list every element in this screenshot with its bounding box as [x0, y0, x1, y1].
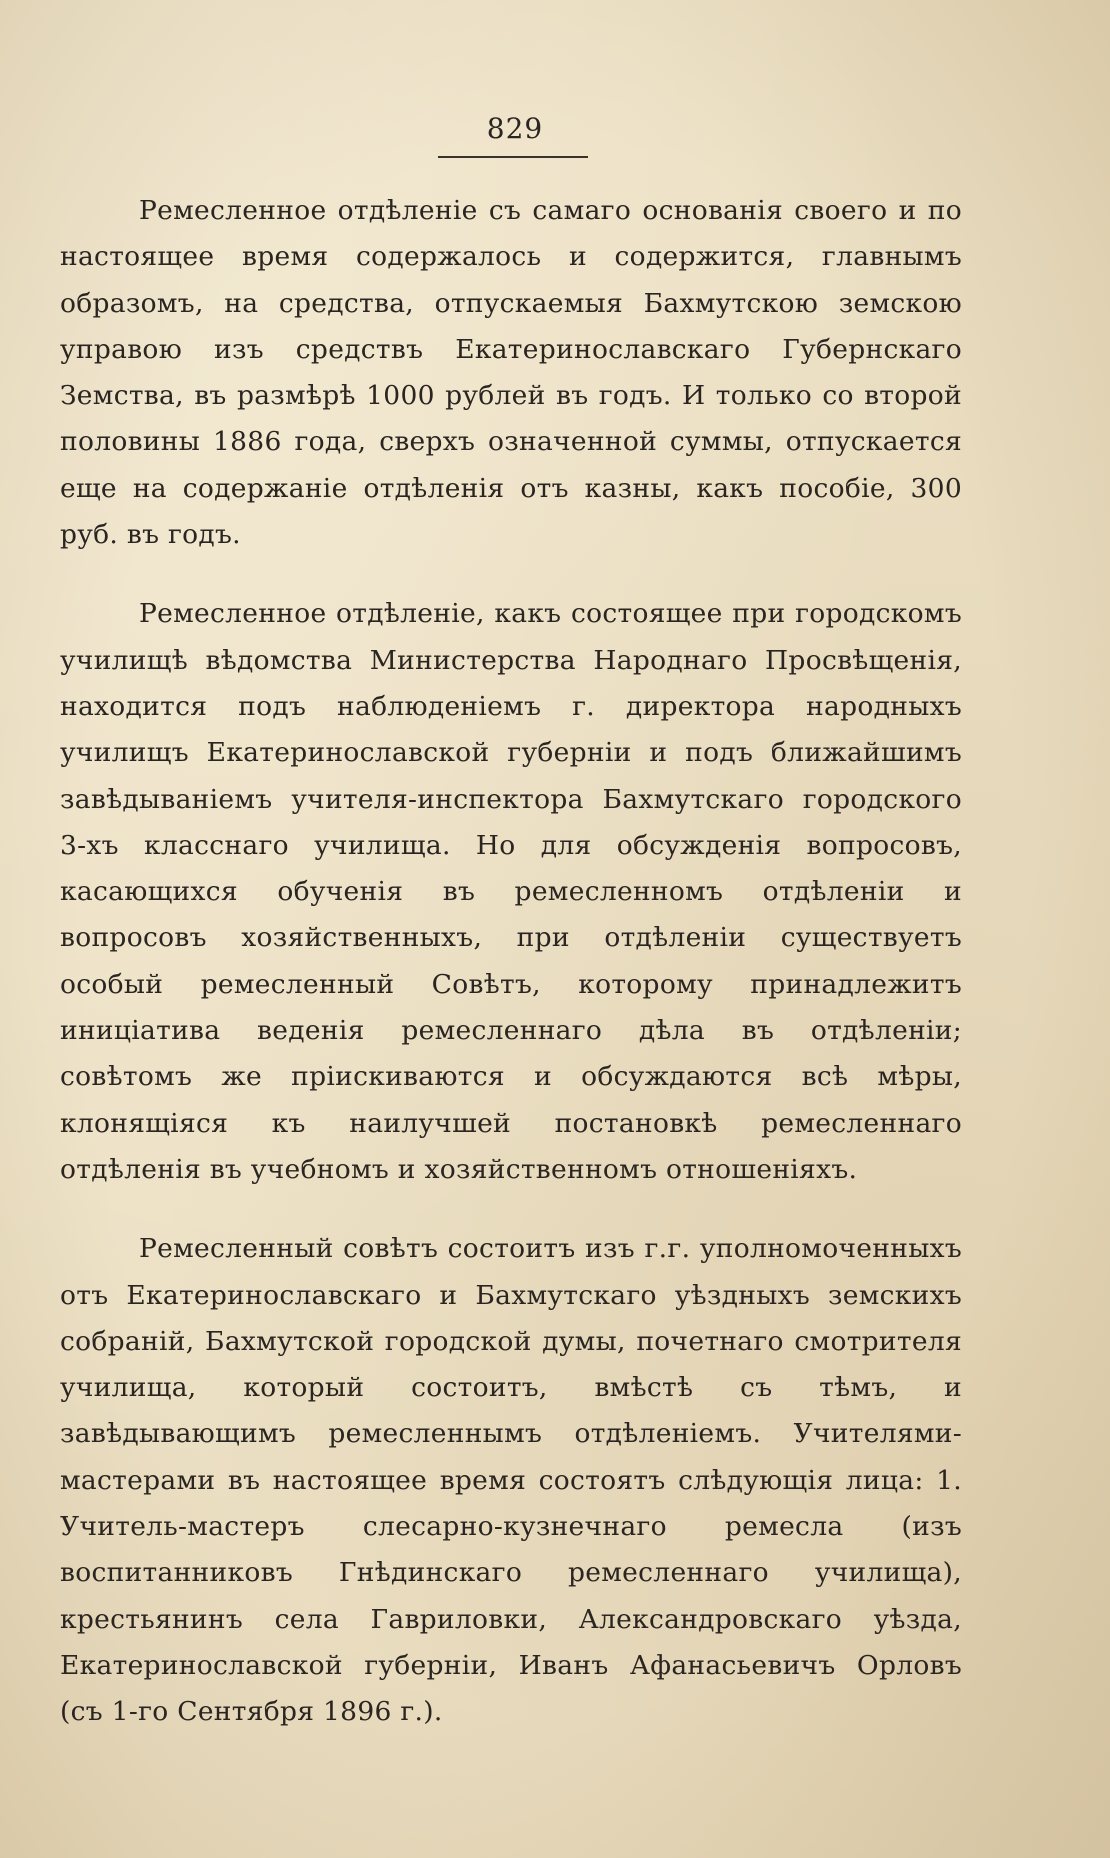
paragraph-funding: Ремесленное отдѣленіе съ самаго основанія своего и по настоящее время содержалось и содержится, главнымъ образомъ, на средства, отпускаемыя Бахмутскою земскою управою изъ средствъ Екатеринославскаго Губернскаго Земства, въ размѣрѣ 1000 рублей въ годъ. И только со второй половины 1886 года, сверхъ означенной суммы, отпускается еще на содержаніе отдѣленія отъ казны, какъ пособіе, 300 руб. въ годъ. — [60, 195, 962, 551]
paragraph-supervision: Ремесленное отдѣленіе, какъ состоящее при городскомъ училищѣ вѣдомства Министерства Народнаго Просвѣщенія, находится подъ наблюденіемъ г. директора народныхъ училищъ Екатеринославской губерніи и подъ ближайшимъ завѣдываніемъ учителя-инспектора Бахмутскаго городского 3-хъ класснаго училища. Но для обсужденія вопросовъ, касающихся обученія въ ремесленномъ отдѣленіи и вопросовъ хозяйственныхъ, при отдѣленіи существуетъ особый ремесленный Совѣтъ, которому принадлежитъ иниціатива веденія ремесленнаго дѣла въ отдѣленіи; совѣтомъ же пріискиваются и обсуждаются всѣ мѣры, клонящіяся къ наилучшей постановкѣ ремесленнаго отдѣленія въ учебномъ и хозяйственномъ отношеніяхъ. — [60, 598, 962, 1185]
page-number: 829 — [486, 112, 544, 145]
paragraph-council: Ремесленный совѣтъ состоитъ изъ г.г. уполномоченныхъ отъ Екатеринославскаго и Бахмутскаго уѣздныхъ земскихъ собраній, Бахмутской городской думы, почетнаго смотрителя училища, который состоитъ, вмѣстѣ съ тѣмъ, и завѣдывающимъ ремесленнымъ отдѣленіемъ. Учителями-мастерами въ настоящее время состоятъ слѣдующія лица: 1. Учитель-мастеръ слесарно-кузнечнаго ремесла (изъ воспитанниковъ Гнѣдинскаго ремесленнаго училища), крестьянинъ села Гавриловки, Александровскаго уѣзда, Екатеринославской губерніи, Иванъ Афанасьевичъ Орловъ (съ 1-го Сентября 1896 г.). — [60, 1233, 962, 1728]
page-number-rule — [438, 156, 588, 158]
body-text — [60, 188, 962, 1736]
